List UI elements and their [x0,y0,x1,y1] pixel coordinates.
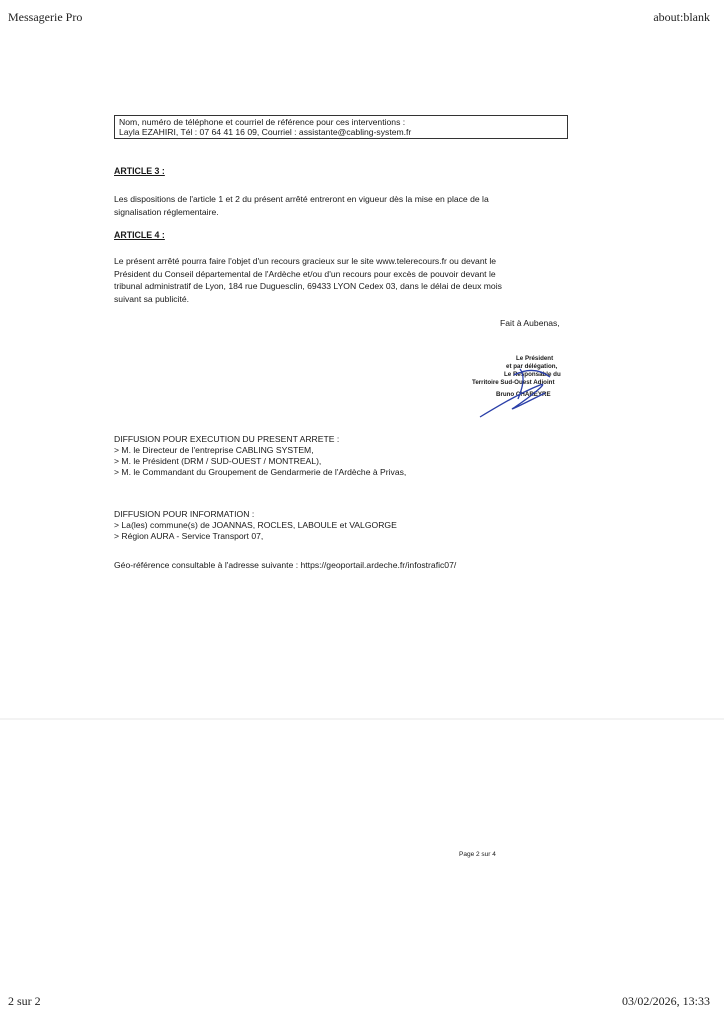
diffusion-execution-heading: DIFFUSION POUR EXECUTION DU PRESENT ARRETE : [114,434,340,444]
article-4-line: suivant sa publicité. [114,293,189,304]
stamp-line: Le Président [516,355,554,362]
page-number: Page 2 sur 4 [459,851,496,858]
diffusion-item: > La(les) commune(s) de JOANNAS, ROCLES, LABOULE et VALGORGE [114,520,397,530]
article-3-line: signalisation réglementaire. [114,206,219,217]
contact-line-1: Nom, numéro de téléphone et courriel de référence pour ces interventions : [119,117,406,127]
contact-line-2: Layla EZAHIRI, Tél : 07 64 41 16 09, Courriel : assistante@cabling-system.fr [119,127,412,137]
stamp-line: Bruno CHAREYRE [496,391,551,398]
diffusion-item: > M. le Directeur de l'entreprise CABLING SYSTEM, [114,445,314,455]
browser-title: Messagerie Pro [8,10,83,24]
contact-box [114,115,568,139]
georeference: Géo-référence consultable à l'adresse suivante : https://geoportail.ardeche.fr/infostrafic07/ [114,560,457,570]
diffusion-item: > Région AURA - Service Transport 07, [114,531,264,541]
article-4-text [114,255,574,305]
signature-stamp [470,355,600,415]
article-4-line: Le présent arrêté pourra faire l'objet d'un recours gracieux sur le site www.telerecours.fr ou devant le [114,256,497,266]
diffusion-item: > M. le Président (DRM / SUD-OUEST / MONTREAL), [114,456,322,466]
diffusion-information [114,509,397,542]
stamp-line: Territoire Sud-Ouest Adjoint [472,379,555,386]
diffusion-item: > M. le Commandant du Groupement de Gendarmerie de l'Ardèche à Privas, [114,467,407,477]
article-4-heading: ARTICLE 4 : [114,230,165,240]
article-3-heading: ARTICLE 3 : [114,166,165,176]
article-3-text [114,193,574,218]
print-page-counter: 2 sur 2 [8,994,41,1008]
page-fold-line [0,718,724,720]
diffusion-execution [114,434,406,478]
print-datetime: 03/02/2026, 13:33 [621,994,710,1008]
article-4-line: tribunal administratif de Lyon, 184 rue Duguesclin, 69433 LYON Cedex 03, dans le délai de deux mois [114,281,502,291]
diffusion-information-heading: DIFFUSION POUR INFORMATION : [114,509,255,519]
article-3-line: Les dispositions de l'article 1 et 2 du présent arrêté entreront en vigueur dès la mise en place de la [114,194,489,204]
stamp-line: et par délégation, [506,363,558,370]
handwritten-signature-icon [470,355,600,425]
stamp-line: Le Responsable du [504,371,561,378]
browser-url: about:blank [653,10,710,24]
article-4-line: Président du Conseil départemental de l'Ardèche et/ou d'un recours pour excès de pouvoir devant le [114,268,496,279]
signed-at: Fait à Aubenas, [500,318,560,328]
